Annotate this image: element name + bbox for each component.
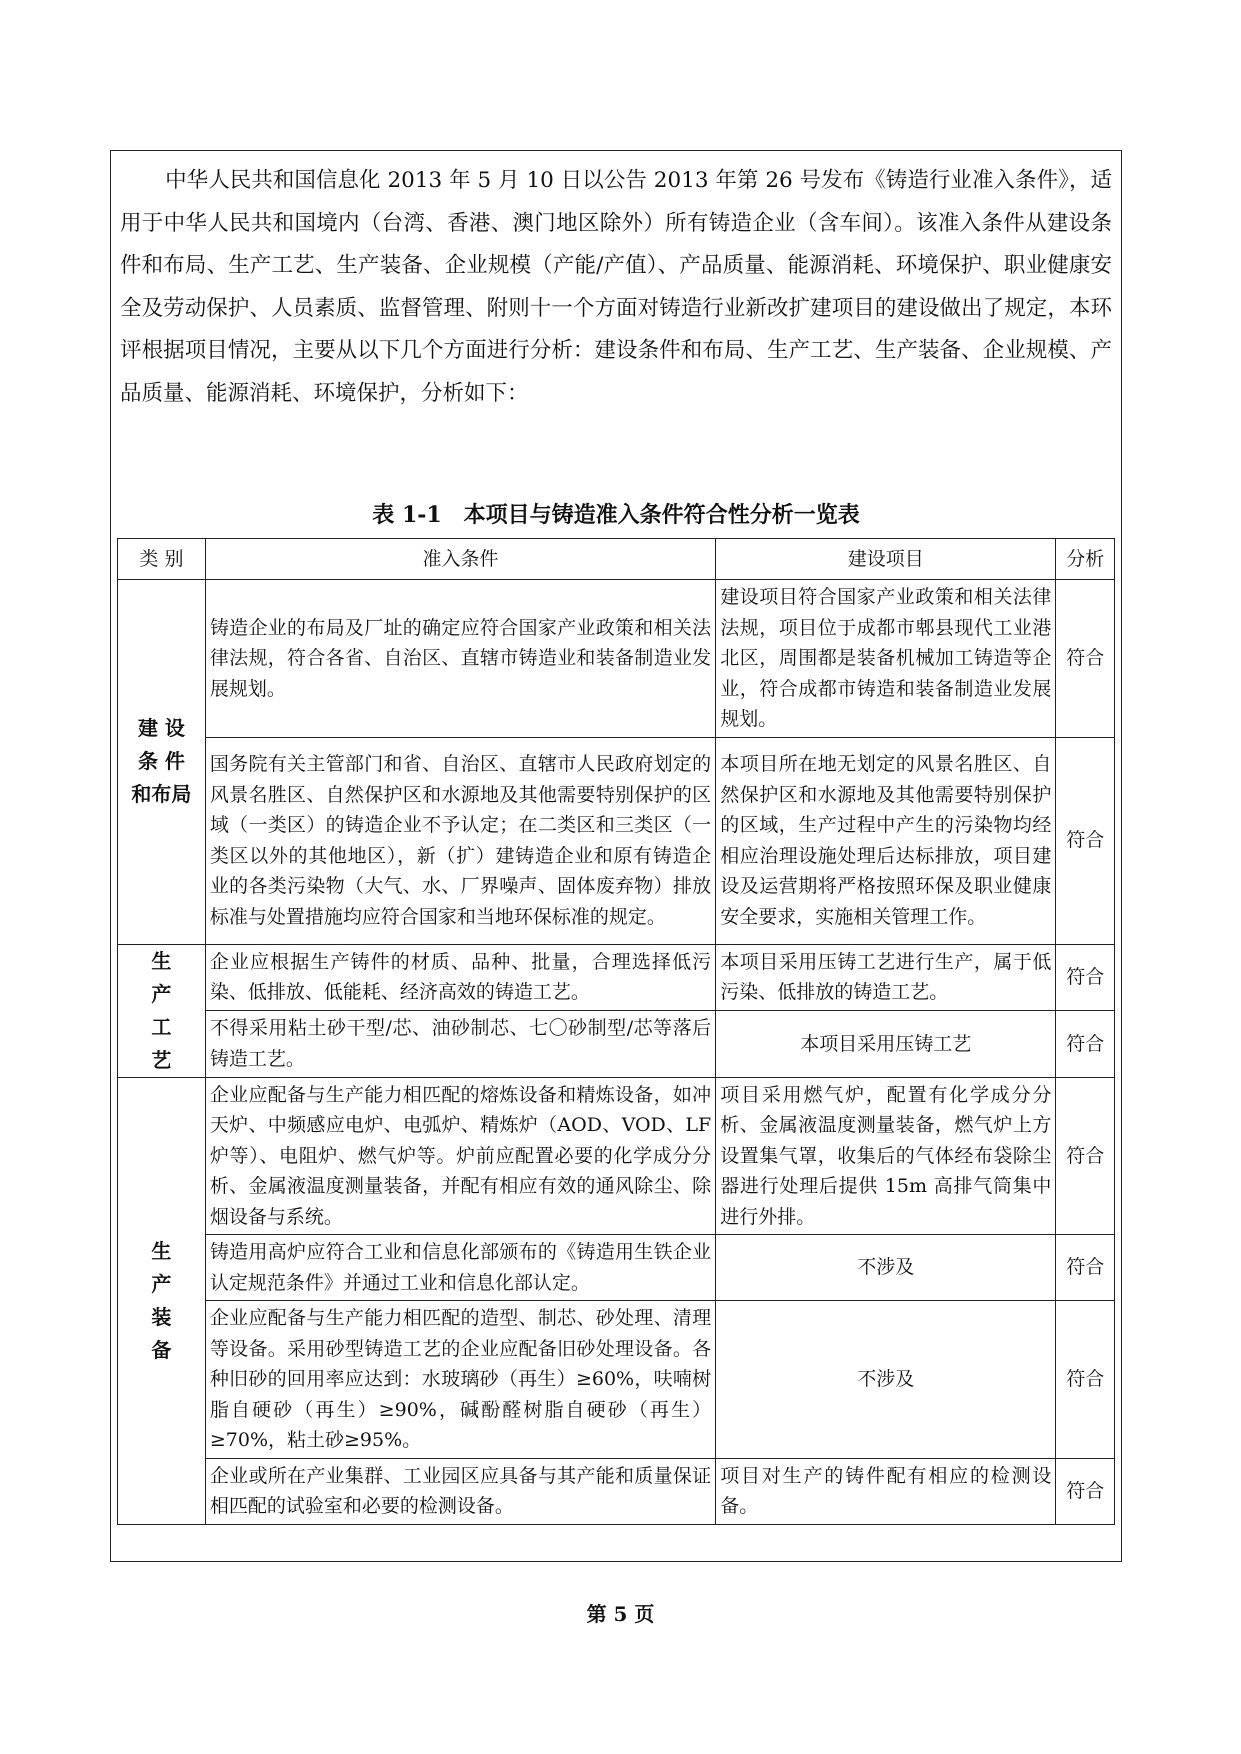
result-cell: 符合 — [1056, 944, 1115, 1011]
condition-cell: 企业或所在产业集群、工业园区应具备与其产能和质量保证相匹配的试验室和必要的检测设备。 — [205, 1458, 715, 1524]
project-cell: 建设项目符合国家产业政策和相关法律法规，项目位于成都市郫县现代工业港北区，周围都是装备机械加工铸造等企业，符合成都市铸造和装备制造业发展规划。 — [716, 580, 1056, 738]
table-row — [118, 1235, 1115, 1301]
intro-text: 中华人民共和国信息化 2013 年 5 月 10 日以公告 2013 年第 26 号发布《铸造行业准入条件》，适用于中华人民共和国境内（台湾、香港、澳门地区除外）所有铸造企业（含车间）。该准入条件从建设条件和布局、生产工艺、生产装备、企业规模（产能/产值）、产品质量、能源消耗、环境保护、职业健康安全及劳动保护、人员素质、监督管理、附则十一个方面对铸造行业新改扩建项目的建设做出了规定，本环评根据项目情况，主要从以下几个方面进行分析：建设条件和布局、生产工艺、生产装备、企业规模、产品质量、能源消耗、环境保护，分析如下： — [120, 168, 1112, 406]
condition-cell: 不得采用粘土砂干型/芯、油砂制芯、七〇砂制型/芯等落后铸造工艺。 — [205, 1011, 715, 1078]
project-cell: 项目采用燃气炉，配置有化学成分分析、金属液温度测量装备，燃气炉上方设置集气罩，收集后的气体经布袋除尘器进行处理后提供 15m 高排气筒集中进行外排。 — [716, 1077, 1056, 1235]
header-category: 类 别 — [118, 539, 206, 580]
header-condition: 准入条件 — [205, 539, 715, 580]
condition-cell: 铸造企业的布局及厂址的确定应符合国家产业政策和相关法律法规，符合各省、自治区、直辖市铸造业和装备制造业发展规划。 — [205, 580, 715, 738]
condition-cell: 企业应根据生产铸件的材质、品种、批量，合理选择低污染、低排放、低能耗、经济高效的铸造工艺。 — [205, 944, 715, 1011]
project-cell: 本项目采用压铸工艺 — [716, 1011, 1056, 1078]
condition-cell: 企业应配备与生产能力相匹配的熔炼设备和精炼设备，如冲天炉、中频感应电炉、电弧炉、精炼炉（AOD、VOD、LF 炉等）、电阻炉、燃气炉等。炉前应配置必要的化学成分分析、金属液温度测量装备，并配有相应有效的通风除尘、除烟设备与系统。 — [205, 1077, 715, 1235]
table-caption: 表 1-1 本项目与铸造准入条件符合性分析一览表 — [372, 502, 860, 528]
category-cell: 建 设 条 件 和布局 — [118, 580, 206, 945]
table-row — [118, 944, 1115, 1011]
project-cell: 不涉及 — [716, 1301, 1056, 1459]
table-row — [118, 1458, 1115, 1524]
condition-cell: 企业应配备与生产能力相匹配的造型、制芯、砂处理、清理等设备。采用砂型铸造工艺的企业应配备旧砂处理设备。各种旧砂的回用率应达到：水玻璃砂（再生）≥60%，呋喃树脂自硬砂（再生）≥90%，碱酚醛树脂自硬砂（再生）≥70%，粘土砂≥95%。 — [205, 1301, 715, 1459]
result-cell: 符合 — [1056, 737, 1115, 944]
result-cell: 符合 — [1056, 1235, 1115, 1301]
intro-paragraph — [120, 160, 1112, 415]
header-project: 建设项目 — [716, 539, 1056, 580]
table-row — [118, 1011, 1115, 1078]
result-cell: 符合 — [1056, 1011, 1115, 1078]
project-cell: 项目对生产的铸件配有相应的检测设备。 — [716, 1458, 1056, 1524]
page-number: 第 5 页 — [586, 1602, 655, 1626]
category-cell: 生 产 装 备 — [118, 1077, 206, 1524]
condition-cell: 国务院有关主管部门和省、自治区、直辖市人民政府划定的风景名胜区、自然保护区和水源地及其他需要特别保护的区域（一类区）的铸造企业不予认定；在二类区和三类区（一类区以外的其他地区），新（扩）建铸造企业和原有铸造企业的各类污染物（大气、水、厂界噪声、固体废弃物）排放标准与处置措施均应符合国家和当地环保标准的规定。 — [205, 737, 715, 944]
table-row — [118, 1077, 1115, 1235]
project-cell: 不涉及 — [716, 1235, 1056, 1301]
condition-cell: 铸造用高炉应符合工业和信息化部颁布的《铸造用生铁企业认定规范条件》并通过工业和信息化部认定。 — [205, 1235, 715, 1301]
result-cell: 符合 — [1056, 1458, 1115, 1524]
table-header-row — [118, 539, 1115, 580]
table-row — [118, 580, 1115, 738]
result-cell: 符合 — [1056, 1301, 1115, 1459]
table-row — [118, 737, 1115, 944]
table-row — [118, 1301, 1115, 1459]
header-analysis: 分析 — [1056, 539, 1115, 580]
compliance-table — [117, 538, 1115, 1525]
project-cell: 本项目所在地无划定的风景名胜区、自然保护区和水源地及其他需要特别保护的区域，生产过程中产生的污染物均经相应治理设施处理后达标排放，项目建设及运营期将严格按照环保及职业健康安全要求，实施相关管理工作。 — [716, 737, 1056, 944]
category-cell: 生 产 工 艺 — [118, 944, 206, 1077]
result-cell: 符合 — [1056, 580, 1115, 738]
result-cell: 符合 — [1056, 1077, 1115, 1235]
project-cell: 本项目采用压铸工艺进行生产，属于低污染、低排放的铸造工艺。 — [716, 944, 1056, 1011]
